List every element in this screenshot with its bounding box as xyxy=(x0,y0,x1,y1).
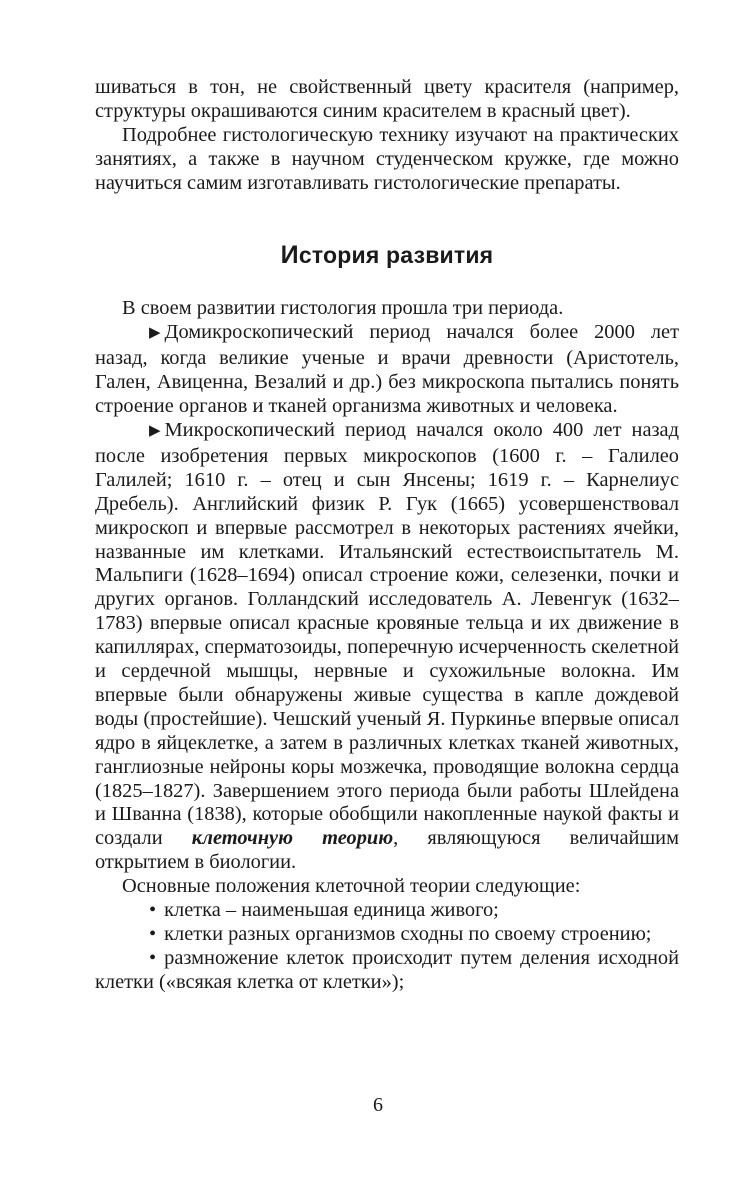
heading-initial: И xyxy=(280,240,299,269)
cell-theory-term: клеточную теорию xyxy=(191,827,394,850)
cell-theory-intro: Основные положения клеточной теории следующие: xyxy=(122,875,581,898)
intro-paragraph: В своем развитии гистология прошла три периода. xyxy=(122,297,564,320)
section-heading xyxy=(95,240,679,269)
histology-technique-paragraph: Подробнее гистологическую технику изучают на практических занятиях, а также в научном студенческом кружке, где можно научиться самим изготавливать гистологические препараты. xyxy=(95,123,679,194)
page-number: 6 xyxy=(373,1094,383,1116)
heading-rest: стория развития xyxy=(298,241,494,268)
triangle-marker-icon: ▶ xyxy=(149,422,161,439)
bullet-text: клетки разных организмов сходны по своему строению; xyxy=(164,923,652,945)
bullet-item xyxy=(95,947,679,995)
period-microscopic-text-end: , являющуюся величайшим открытием в биологии. xyxy=(95,827,679,874)
bullet-item xyxy=(95,899,679,923)
period-premicroscopic-text: Домикроскопический период начался более 2000 лет назад, когда великие ученые и врачи древности (Аристотель, Гален, Авиценна, Везалий и др.) без микроскопа пытались понять строение органов и тканей организма животных и человека. xyxy=(95,321,679,418)
bullet-icon: • xyxy=(149,923,157,945)
period-microscopic-paragraph xyxy=(95,419,679,875)
bullet-icon: • xyxy=(149,946,157,969)
bullet-icon: • xyxy=(149,899,157,922)
triangle-marker-icon: ▶ xyxy=(149,325,161,342)
period-microscopic-text: Микроскопический период начался около 400 лет назад после изобретения первых микроскопов (1600 г. – Галилео Галилей; 1610 г. – отец и сын Янсены; 1619 г. – Карнелиус Дребель). Английский физик Р. Гук (1665) усовершенствовал микроскоп и впервые рассмотрел в некоторых растениях ячейки, названные им клетками. Итальянский естествоиспытатель М. Мальпиги (1628–1694) описал строение кожи, селезенки, почки и других органов. Голландский исследователь А. Левенгук (1632–1783) впервые описал красные кровяные тельца и их движение в капиллярах, сперматозоиды, поперечную исчерченность скелетной и сердечной мышцы, нервные и сухожильные волокна. Им впервые были обнаружены живые существа в капле дождевой воды (простейшие). Чешский ученый Я. Пуркинье впервые описал ядро в яйцеклетке, а затем в различных клетках тканей животных, ганглиозные нейроны коры мозжечка, проводящие волокна сердца (1825–1827). Завершением этого периода были работы Шлейдена и Шванна (1838), которые обобщили накопленные наукой факты и создали xyxy=(95,418,679,850)
bullet-text: размножение клеток происходит путем деления исходной клетки («всякая клетка от клетки»); xyxy=(95,946,679,993)
continued-paragraph: шиваться в тон, не свойственный цвету красителя (например, структуры окрашиваются синим красителем в красный цвет). xyxy=(95,76,679,122)
page-body xyxy=(95,76,679,995)
bullet-text: клетка – наименьшая единица живого; xyxy=(164,899,499,922)
period-premicroscopic-paragraph xyxy=(95,321,679,419)
bullet-item xyxy=(95,923,679,947)
